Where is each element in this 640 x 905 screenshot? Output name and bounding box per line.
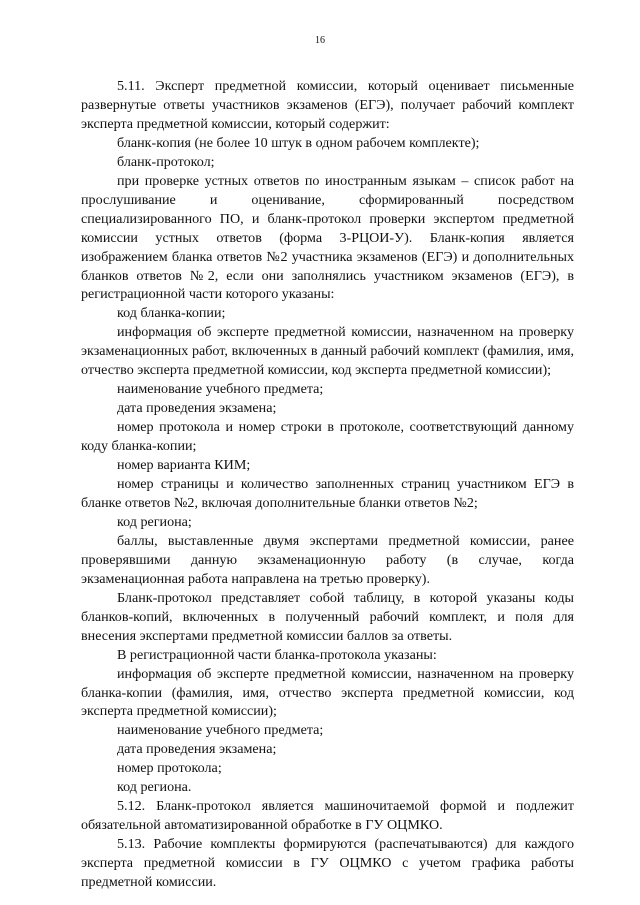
document-body (81, 77, 574, 892)
list-item-page-number: номер страницы и количество заполненных страниц участником ЕГЭ в бланке ответов №2, включая дополнительные бланки ответов №2; (81, 476, 574, 511)
list-item-blank-copy: бланк-копия (не более 10 штук в одном рабочем комплекте); (117, 134, 480, 151)
list-item-protocol-number: номер протокола и номер строки в протоколе, соответствующий данному коду бланка-копии; (81, 419, 574, 455)
paragraph-protocol-table: Бланк-протокол представляет собой таблицу, в которой указаны коды бланков-копий, включенных в полученный рабочий комплект, и поля для внесения экспертами предметной комиссии баллов за ответы. (81, 589, 574, 644)
list-item-scores: баллы, выставленные двумя экспертами предметной комиссии, ранее проверявшими данную экзаменационную работу (в случае, когда экзаменационная работа направлена на третью проверку). (81, 532, 574, 587)
list-item-blank-protocol: бланк-протокол; (117, 153, 215, 170)
list-item-expert-info: информация об эксперте предметной комиссии, назначенном на проверку экзаменационных работ, включенных в данный рабочий комплект (фамилия, имя, отчество эксперта предметной комиссии, код эксперта предметной комиссии); (81, 324, 574, 379)
page-number: 16 (315, 35, 325, 46)
list-item-exam-date: дата проведения экзамена; (117, 400, 277, 417)
list-item-protocol-exam-date: дата проведения экзамена; (117, 741, 277, 758)
paragraph-5-11: 5.11. Эксперт предметной комиссии, который оценивает письменные развернутые ответы участников экзаменов (ЕГЭ), получает рабочий комплект эксперта предметной комиссии, который содержит: (81, 78, 574, 132)
list-item-protocol-expert-info: информация об эксперте предметной комиссии, назначенном на проверку бланка-копии (фамилия, имя, отчество эксперта предметной комиссии, код эксперта предметной комиссии); (81, 665, 574, 720)
list-item-kim-variant: номер варианта КИМ; (117, 457, 251, 474)
list-item-region-code: код региона; (117, 513, 192, 530)
list-item-protocol-region-code: код региона. (117, 779, 192, 796)
list-item-subject-name: наименование учебного предмета; (117, 381, 324, 398)
paragraph-oral-answers: при проверке устных ответов по иностранным языкам – список работ на прослушивание и оценивание, сформированный посредством специализированного ПО, и бланк-протокол проверки экспертом предметной комиссии устных ответов (форма 3-РЦОИ-У). Бланк-копия является изображением бланка ответов №2 участника экзаменов (ЕГЭ) и дополнительных бланков ответов №2, если они заполнялись участником экзаменов (ЕГЭ), в регистрационной части которого указаны: (81, 172, 574, 303)
paragraph-protocol-registration: В регистрационной части бланка-протокола указаны: (117, 646, 437, 663)
paragraph-5-12: 5.12. Бланк-протокол является машиночитаемой формой и подлежит обязательной автоматизированной обработке в ГУ ОЦМКО. (81, 798, 574, 834)
list-item-protocol-number-only: номер протокола; (117, 760, 222, 777)
paragraph-5-13: 5.13. Рабочие комплекты формируются (распечатываются) для каждого эксперта предметной комиссии в ГУ ОЦМКО с учетом графика работы предметной комиссии. (81, 836, 574, 891)
list-item-protocol-subject-name: наименование учебного предмета; (117, 722, 324, 739)
list-item-copy-code: код бланка-копии; (117, 305, 226, 322)
